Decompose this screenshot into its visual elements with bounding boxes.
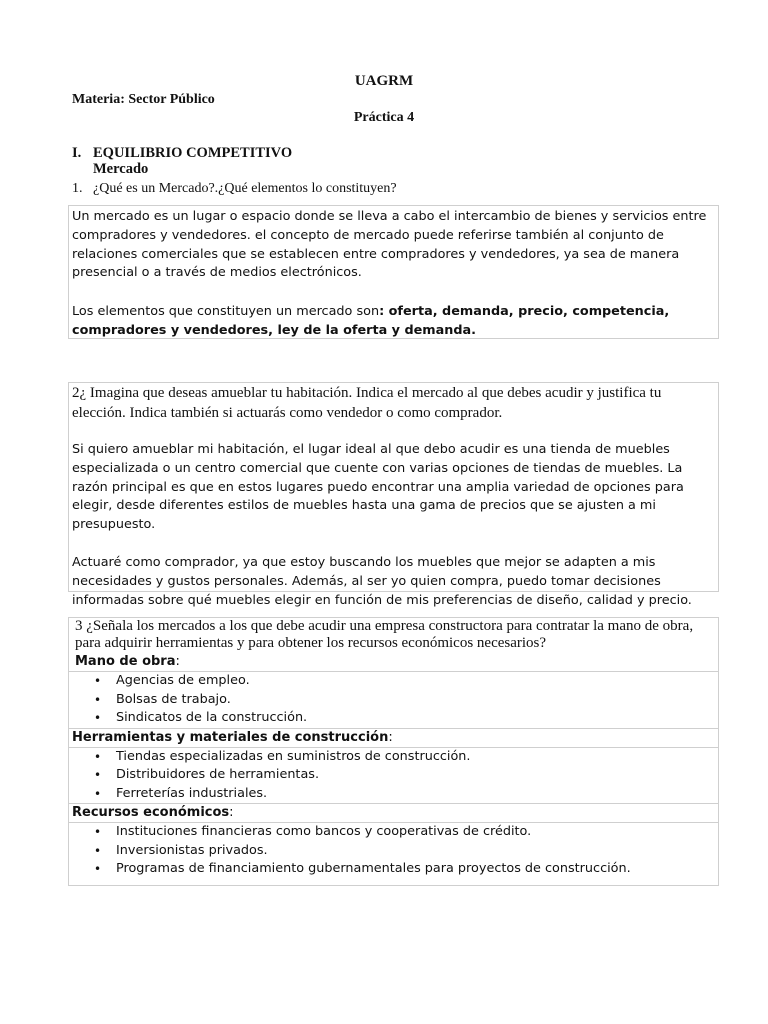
category-labor [69,653,718,671]
category-suffix: : [229,805,234,820]
practice-title: Práctica 4 [353,110,415,125]
section-subtitle: Mercado [93,161,149,177]
category-tools [69,728,718,747]
list-item: • Bolsas de trabajo. [69,691,718,710]
category-suffix: : [175,654,180,669]
answer-1-elements-intro: Los elementos que constituyen un mercado son [72,304,380,320]
answer-1-elements-list: : oferta, demanda, precio, competencia, compradores y vendedores, ley de la oferta y demanda. [72,304,670,338]
list-item: • Ferreterías industriales. [69,785,718,804]
finance-list [69,822,718,879]
answer-2-paragraph-2: Actuaré como comprador, ya que estoy buscando los muebles que mejor se adapten a mis necesidades y gustos personales. Además, al ser yo quien compra, puedo tomar decisiones informadas sobre qué muebles elegir en función de mis preferencias de diseño, calidad y precio. [72,554,692,608]
answer-1-paragraph-2 [72,303,714,341]
question-3-text: 3 ¿Señala los mercados a los que debe acudir una empresa constructora para contratar la mano de obra, para adquirir herramientas y para obtener los recursos económicos necesarios? [75,618,694,651]
tools-list [69,747,718,804]
category-label: Recursos económicos [72,805,230,820]
answer-1-box [68,205,719,339]
subject-label: Materia: Sector Público [72,92,215,107]
category-suffix: : [388,729,393,745]
question-3-box [68,617,719,886]
question-2-box [68,382,719,608]
category-label: Mano de obra [75,654,176,669]
list-item: • Sindicatos de la construcción. [69,709,718,728]
university-title: UAGRM [354,73,414,89]
category-finance [69,803,718,822]
list-item: • Distribuidores de herramientas. [69,766,718,785]
section-number: I. [72,145,82,161]
question-1-text: ¿Qué es un Mercado?.¿Qué elementos lo constituyen? [93,181,397,196]
answer-1-paragraph-1: Un mercado es un lugar o espacio donde se lleva a cabo el intercambio de bienes y servicios entre compradores y vendedores. el concepto de mercado puede referirse también al conjunto de relaciones comerciales que se establecen entre compradores y vendedores, ya sea de manera presencial o a través de medios electrónicos. [72,209,707,281]
list-item: • Instituciones financieras como bancos y cooperativas de crédito. [69,823,718,842]
list-item: • Programas de financiamiento gubernamentales para proyectos de construcción. [69,860,718,879]
list-item: • Inversionistas privados. [69,842,718,861]
category-label: Herramientas y materiales de construcción [72,729,389,745]
list-item: • Tiendas especializadas en suministros de construcción. [69,748,718,767]
question-1-number: 1. [72,181,83,196]
list-item: • Agencias de empleo. [69,672,718,691]
question-2-text: 2¿ Imagina que deseas amueblar tu habitación. Indica el mercado al que debes acudir y justifica tu elección. Indica también si actuarás como vendedor o como comprador. [72,385,662,421]
answer-2-paragraph-1: Si quiero amueblar mi habitación, el lugar ideal al que debo acudir es una tienda de muebles especializada o un centro comercial que cuente con varias opciones de tiendas de muebles. La razón principal es que en estos lugares puedo encontrar una amplia variedad de opciones para elegir, desde diferentes estilos de muebles hasta una gama de precios que se ajusten a mi presupuesto. [72,442,684,533]
labor-list [69,671,718,728]
section-title: EQUILIBRIO COMPETITIVO [93,145,293,161]
